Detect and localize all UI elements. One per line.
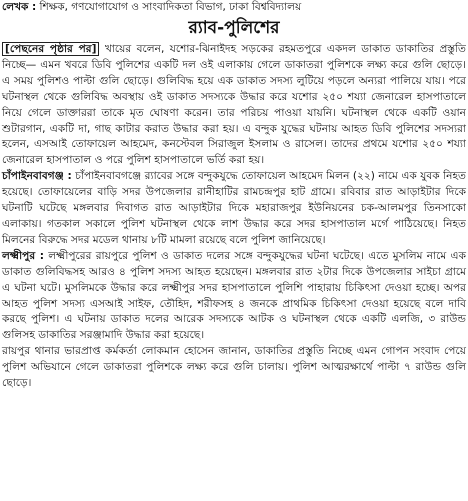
article-headline: র‌্যাব-পুলিশের <box>188 18 280 38</box>
article-paragraph <box>2 42 466 169</box>
article-paragraph <box>2 249 466 344</box>
dateline-label: লক্ষ্মীপুর : <box>2 249 44 262</box>
article-body <box>2 42 466 392</box>
author-label: লেখক : <box>2 1 37 13</box>
article-paragraph <box>2 344 466 392</box>
paragraph-text: চাঁপাইনবাবগঞ্জে র‌্যাবের সঙ্গে বন্দুকযুদ্ধে তোফায়েল আহমেদ মিলন (২২) নামে এক যুবক নিহত হয়েছে। তোফায়েলের বাড়ি সদর উপজেলার রানীহাটির রামচন্দ্রপুর হাট গ্রামে। রবিবার রাত আড়াইটার দিকে ঘটনাটি ঘটেছে মঙ্গলবার দিবাগত রাত আড়াইটার দিকে মহারাজপুর ইউনিয়নের চক-আলমপুর তিনসাকো এলাকায়। গতকাল সকালে পুলিশ ঘটনাস্থল থেকে লাশ উদ্ধার করে সদর হাসপাতাল মর্গে পাঠিয়েছে। নিহত মিলনের বিরুদ্ধে সদর মডেল থানায় ৮টি মামলা রয়েছে বলে পুলিশ জানিয়েছে। <box>2 170 467 246</box>
dateline-label: চাঁপাইনবাবগঞ্জ : <box>2 170 72 183</box>
paragraph-text: লক্ষ্মীপুরের রায়পুরে পুলিশ ও ডাকাত দলের সঙ্গে বন্দুকযুদ্ধের ঘটনা ঘটেছে। এতে মুসলিম নামে এক ডাকাত গুলিবিদ্ধসহ আরও ৪ পুলিশ সদস্য আহত হয়েছেন। মঙ্গলবার রাত ২টার দিকে উপজেলার সাইচা গ্রামে এ ঘটনা ঘটে। মুসলিমকে উদ্ধার করে লক্ষ্মীপুর সদর হাসপাতালে পুলিশি পাহারায় চিকিৎসা দেওয়া হচ্ছে। অপর আহত পুলিশ সদস্য এসআই সাইফ, তৌহিদ, শরীফসহ ৪ জনকে প্রাথমিক চিকিৎসা দেওয়া হয়েছে বলে দাবি করছে পুলিশ। এ ঘটনায় ডাকাত দলের আরেক সদস্যকে আটক ও ঘটনাস্থল থেকে একটি এলজি, ৩ রাউন্ড গুলিসহ ডাকাতির সরঞ্জামাদি উদ্ধার করা হয়েছে। <box>2 249 466 342</box>
paragraph-text: খায়ের বলেন, যশোর-ঝিনাইদহ সড়কের রহমতপুরে একদল ডাকাত ডাকাতির প্রস্তুতি নিচ্ছে— এমন খবরে ডিবি পুলিশের একটি দল ওই এলাকায় গেলে ডাকাতরা পুলিশকে লক্ষ্য করে গুলি ছোড়ে। এ সময় পুলিশও পাল্টা গুলি ছোড়ে। গুলিবিদ্ধ হয়ে এক ডাকাত সদস্য লুটিয়ে পড়লে অন্যরা পালিয়ে যায়। পরে ঘটনাস্থল থেকে গুলিবিদ্ধ অবস্থায় ওই ডাকাত সদস্যকে উদ্ধার করে যশোর ২৫০ শয্যা জেনারেল হাসপাতালে নিয়ে গেলে ডাক্তাররা তাকে মৃত ঘোষণা করেন। তার পরিচয় পাওয়া যায়নি। ঘটনাস্থল থেকে একটি ওয়ান শুটারগান, একটি দা, গাছ কাটার করাত উদ্ধার করা হয়। এ বন্দুক যুদ্ধের ঘটনায় আহত ডিবি পুলিশের সদস্যরা হলেন, এসআই তোফায়েল আহমেদ, কনস্টেবল সিরাজুল ইসলাম ও রাসেল। তাদের প্রথমে যশোর ২৫০ শয্যা জেনারেল হাসপাতাল ও পরে পুলিশ হাসপাতালে ভর্তি করা হয়। <box>2 43 466 167</box>
author-affiliation: শিক্ষক, গণযোগাযোগ ও সাংবাদিকতা বিভাগ, ঢাকা বিশ্ববিদ্যালয় <box>39 1 302 13</box>
paragraph-text: রায়পুর থানার ভারপ্রাপ্ত কর্মকর্তা লোকমান হোসেন জানান, ডাকাতির প্রস্তুতি নিচ্ছে এমন গোপন সংবাদ পেয়ে পুলিশ অভিযানে গেলে ডাকাতরা পুলিশকে লক্ষ্য করে গুলি চালায়। পুলিশ আত্মরক্ষার্থে পাল্টা ৭ রাউন্ড গুলি ছোড়ে। <box>2 345 466 390</box>
author-byline <box>2 0 466 14</box>
article-paragraph <box>2 169 466 249</box>
continued-from-tag: [পেছনের পৃষ্ঠার পর] <box>2 42 99 56</box>
